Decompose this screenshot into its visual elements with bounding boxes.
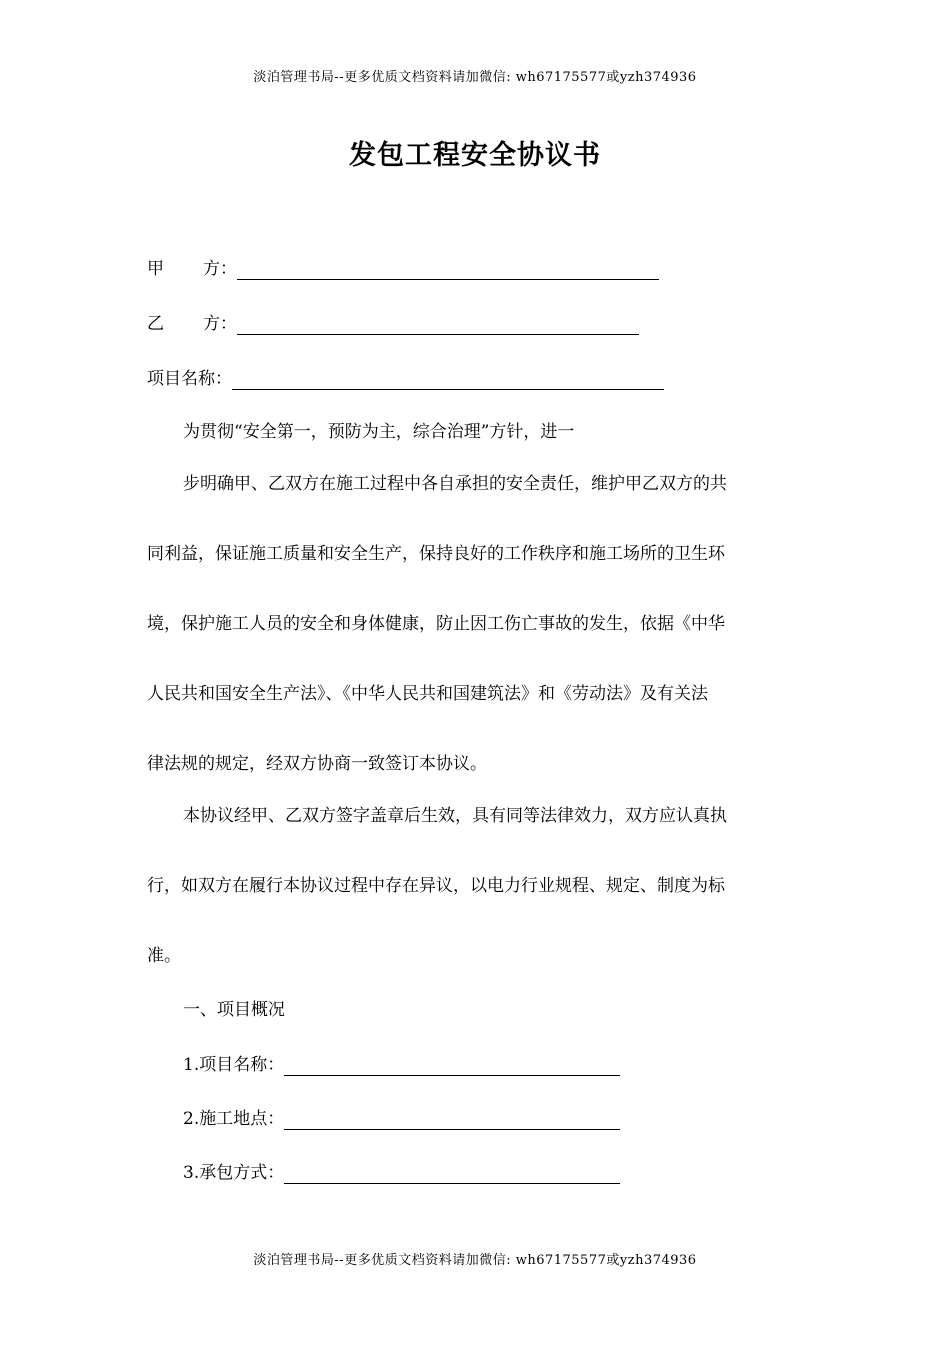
body-line: 步明确甲、乙双方在施工过程中各自承担的安全责任，维护甲乙双方的共 xyxy=(183,474,727,494)
body-line: 境，保护施工人员的安全和身体健康，防止因工伤亡事故的发生，依据《中华 xyxy=(147,614,725,634)
section-item-contract-method xyxy=(183,1162,620,1184)
document-title: 发包工程安全协议书 xyxy=(349,140,601,171)
section-item-blank-line[interactable] xyxy=(284,1113,620,1130)
body-line: 同利益，保证施工质量和安全生产，保持良好的工作秩序和施工场所的卫生环 xyxy=(147,544,725,564)
body-line: 行，如双方在履行本协议过程中存在异议，以电力行业规程、规定、制度为标 xyxy=(147,876,725,896)
body-line: 人民共和国安全生产法》、《中华人民共和国建筑法》和《劳动法》及有关法 xyxy=(147,684,708,704)
party-a-blank-line[interactable] xyxy=(237,263,659,280)
page-header: 淡泊管理书局--更多优质文档资料请加微信: wh67175577或yzh374936 xyxy=(253,70,697,85)
party-a-label-prefix: 甲 xyxy=(147,259,164,279)
party-b-field xyxy=(147,313,639,335)
project-name-label: 项目名称： xyxy=(147,369,232,389)
body-line: 律法规的规定，经双方协商一致签订本协议。 xyxy=(147,754,487,774)
section-item-construction-site xyxy=(183,1108,620,1130)
party-b-blank-line[interactable] xyxy=(237,318,639,335)
section-item-label: 1.项目名称： xyxy=(183,1055,285,1075)
section-item-blank-line[interactable] xyxy=(284,1059,620,1076)
body-line: 准。 xyxy=(147,946,181,966)
party-a-field xyxy=(147,258,659,280)
body-line: 为贯彻“安全第一，预防为主，综合治理”方针，进一 xyxy=(183,422,575,442)
section-heading: 一、项目概况 xyxy=(183,1000,285,1020)
section-item-blank-line[interactable] xyxy=(284,1167,620,1184)
project-name-field xyxy=(147,368,664,390)
page-footer: 淡泊管理书局--更多优质文档资料请加微信: wh67175577或yzh374936 xyxy=(253,1253,697,1268)
section-item-label: 3.承包方式： xyxy=(183,1163,285,1183)
project-name-blank-line[interactable] xyxy=(232,373,664,390)
section-item-project-name xyxy=(183,1054,620,1076)
party-b-label-prefix: 乙 xyxy=(147,314,164,334)
section-item-label: 2.施工地点： xyxy=(183,1109,285,1129)
body-line: 本协议经甲、乙双方签字盖章后生效，具有同等法律效力，双方应认真执 xyxy=(183,806,727,826)
party-b-label-suffix: 方： xyxy=(203,314,237,334)
party-a-label-suffix: 方： xyxy=(203,259,237,279)
